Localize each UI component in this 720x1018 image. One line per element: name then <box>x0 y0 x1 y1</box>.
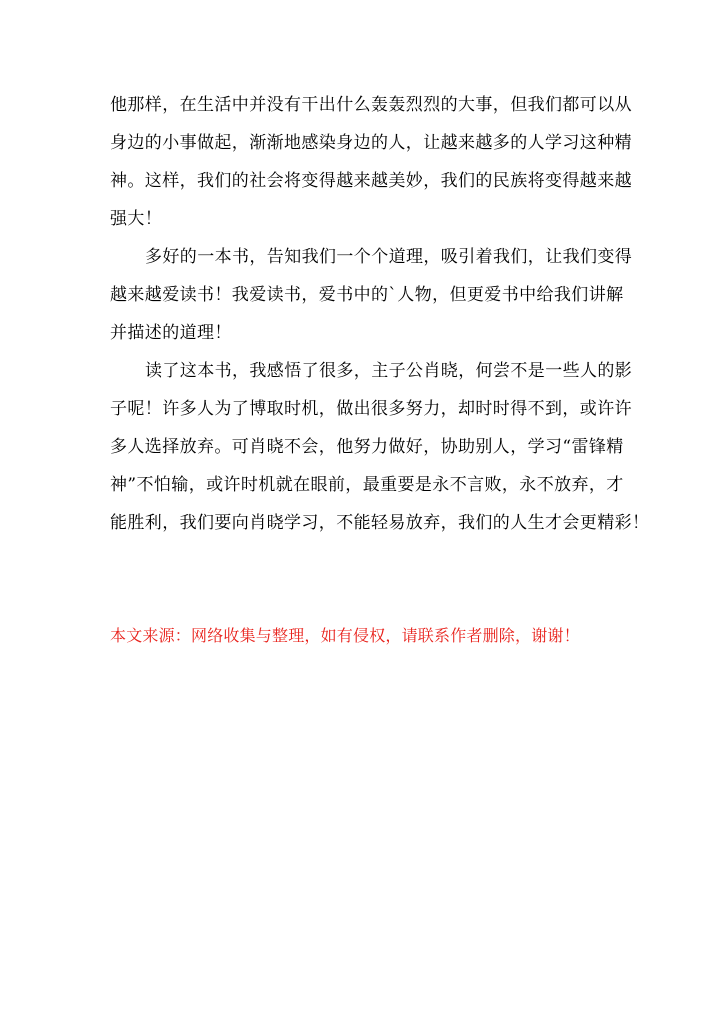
paragraph-3-line-3: 多人选择放弃。可肖晓不会，他努力做好，协助别人，学习“雷锋精 <box>110 437 624 457</box>
paragraph-1-line-1: 他那样，在生活中并没有干出什么轰轰烈烈的大事，但我们都可以从 <box>110 95 632 115</box>
paragraph-2-line-1: 多好的一本书，告知我们一个个道理，吸引着我们，让我们变得 <box>145 247 633 267</box>
paragraph-1-line-4: 强大！ <box>110 209 163 229</box>
paragraph-2-line-3: 并描述的道理！ <box>110 323 232 343</box>
paragraph-3-line-5: 能胜利，我们要向肖晓学习，不能轻易放弃，我们的人生才会更精彩！ <box>110 513 650 533</box>
paragraph-3-line-2: 子呢！许多人为了博取时机，做出很多努力，却时时得不到，或许许 <box>110 399 632 419</box>
paragraph-3-line-1: 读了这本书，我感悟了很多，主子公肖晓，何尝不是一些人的影 <box>145 361 633 381</box>
source-note: 本文来源：网络收集与整理，如有侵权，请联系作者删除，谢谢！ <box>110 626 580 645</box>
paragraph-1-line-2: 身边的小事做起，渐渐地感染身边的人，让越来越多的人学习这种精 <box>110 133 632 153</box>
paragraph-2-line-2: 越来越爱读书！我爱读书，爱书中的`人物，但更爱书中给我们讲解 <box>110 285 624 305</box>
paragraph-1-line-3: 神。这样，我们的社会将变得越来越美妙，我们的民族将变得越来越 <box>110 171 632 191</box>
paragraph-3-line-4: 神”不怕输，或许时机就在眼前，最重要是永不言败，永不放弃，才 <box>110 475 624 495</box>
